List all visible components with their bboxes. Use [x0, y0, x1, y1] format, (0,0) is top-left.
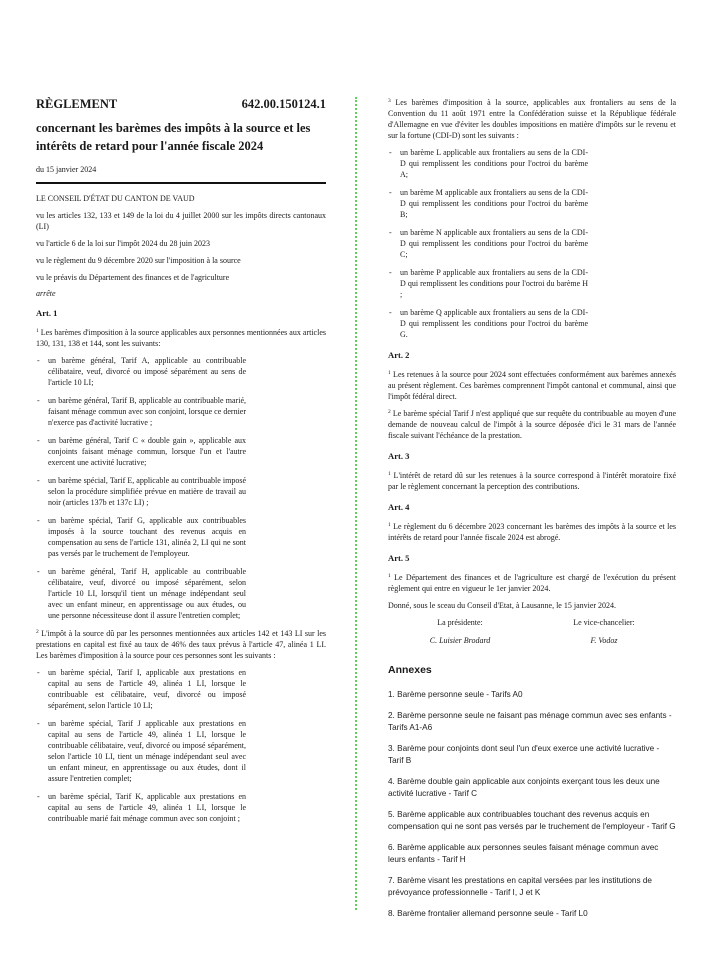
- paragraph-number: 1: [388, 370, 391, 376]
- list-item: - un barème général, Tarif B, applicable au contribuable marié, faisant ménage commun avec son conjoint, lorsque ce dernier n'exerce pas d'activité lucrative ;: [36, 395, 246, 428]
- signature-president: [390, 617, 530, 646]
- preamble-vu-4: vu le préavis du Département des finances et de l'agriculture: [36, 273, 230, 282]
- paragraph-number: 2: [36, 629, 39, 635]
- paragraph-number: 3: [388, 98, 391, 104]
- list-item: - un barème spécial, Tarif K, applicable aux prestations en capital au sens de l'article 49, alinéa 1 LI, lorsque le contribuable marié fait ménage commun avec son conjoint ;: [36, 791, 246, 824]
- paragraph-number: 1: [388, 471, 391, 477]
- chancellor-label: Le vice-chancelier:: [573, 618, 635, 627]
- article-4-paragraph-1: $^1$ Le règlement du 6 décembre 2023 concernant les barèmes des impôts à la source et les intérêts de retard pour l'année fiscale 2024 est abrogé.: [388, 522, 676, 542]
- list-item: - un barème P applicable aux frontaliers au sens de la CDI-D qui remplissent les conditions pour l'octroi du barème H ;: [388, 267, 588, 300]
- annex-link-8[interactable]: 8. Barème frontalier allemand personne seule - Tarif L0: [388, 909, 588, 918]
- annex-link-6[interactable]: 6. Barème applicable aux personnes seules faisant ménage commun avec leurs enfants - Tarif H: [388, 843, 659, 864]
- article-2-paragraph-2: $^2$ Le barème spécial Tarif J n'est appliqué que sur requête du contribuable au moyen d'une demande de nouveau calcul de l'impôt à la source déposée d'ici le 31 mars de l'année fiscale suivant l'échéance de la prestation.: [388, 409, 676, 440]
- article-1-list-1: [36, 355, 246, 621]
- closing-statement: Donné, sous le sceau du Conseil d'Etat, à Lausanne, le 15 janvier 2024.: [388, 601, 617, 610]
- article-1-list-3: [388, 147, 588, 340]
- list-item: - un barème M applicable aux frontaliers au sens de la CDI-D qui remplissent les conditions pour l'octroi du barème B;: [388, 187, 588, 220]
- list-item: - un barème général, Tarif H, applicable au contribuable célibataire, veuf, divorcé ou imposé séparément, selon l'article 10 LI, lorsqu'il tient un ménage indépendant seul avec un enfant mineur, en apprentissage ou aux études, ou une personne nécessiteuse dont il assure l'entretien complet;: [36, 566, 246, 621]
- paragraph-number: 1: [388, 522, 391, 528]
- list-item: - un barème général, Tarif A, applicable au contribuable célibataire, veuf, divorcé ou imposé séparément au sens de l'article 10 LI;: [36, 355, 246, 388]
- article-4-title: Art. 4: [388, 502, 410, 512]
- right-column: [388, 97, 676, 929]
- annex-link-5[interactable]: 5. Barème applicable aux contribuables touchant des revenus acquis en compensation qui ne sont pas versés par le truchement de l'employeur - Tarif G: [388, 810, 676, 831]
- annex-link-4[interactable]: 4. Barème double gain applicable aux conjoints exerçant tous les deux une activité lucrative - Tarif C: [388, 777, 660, 798]
- list-item: - un barème spécial, Tarif G, applicable aux contribuables imposés à la source touchant des revenus acquis en compensation au sens de l'article 131, alinéa 2, LI qui ne sont pas versés par le truchement de l'employeur.: [36, 515, 246, 559]
- document-date: du 15 janvier 2024: [36, 165, 97, 174]
- article-3-paragraph-1: $^1$ L'intérêt de retard dû sur les retenues à la source correspond à l'intérêt moratoire fixé par le règlement concernant la perception des contributions.: [388, 471, 676, 491]
- annex-link-1[interactable]: 1. Barème personne seule - Tarifs A0: [388, 690, 523, 699]
- preamble-vu-1: vu les articles 132, 133 et 149 de la loi du 4 juillet 2000 sur les impôts directs cantonaux (LI): [36, 211, 326, 231]
- document-number: 642.00.150124.1: [241, 97, 326, 111]
- article-1-paragraph-1: $^1$ Les barèmes d'imposition à la source applicables aux personnes mentionnées aux articles 130, 131, 138 et 144, sont les suivants:: [36, 328, 326, 348]
- list-item: - un barème N applicable aux frontaliers au sens de la CDI-D qui remplissent les conditions pour l'octroi du barème C;: [388, 227, 588, 260]
- list-item: - un barème général, Tarif C « double gain », applicable aux conjoints faisant ménage commun, lorsque l'un et l'autre exercent une activité lucrative;: [36, 435, 246, 468]
- annex-link-7[interactable]: 7. Barème visant les prestations en capital versées par les institutions de prévoyance professionnelle - Tarif I, J et K: [388, 876, 652, 897]
- president-label: La présidente:: [437, 618, 483, 627]
- article-1-title: Art. 1: [36, 308, 58, 318]
- article-1-list-2: [36, 667, 246, 824]
- list-item: - un barème L applicable aux frontaliers au sens de la CDI-D qui remplissent les conditions pour l'octroi du barème A;: [388, 147, 588, 180]
- document-header: [36, 97, 326, 112]
- list-item: - un barème Q applicable aux frontaliers au sens de la CDI-D qui remplissent les conditions pour l'octroi du barème G.: [388, 307, 588, 340]
- article-2-title: Art. 2: [388, 350, 410, 360]
- president-name: C. Luisier Brodard: [429, 636, 491, 645]
- preamble-vu-2: vu l'article 6 de la loi sur l'impôt 2024 du 28 juin 2023: [36, 239, 210, 248]
- article-5-paragraph-1: $^1$ Le Département des finances et de l'agriculture est chargé de l'exécution du présent règlement qui entre en vigueur le 1er janvier 2024.: [388, 573, 676, 593]
- authority: LE CONSEIL D'ÉTAT DU CANTON DE VAUD: [36, 194, 195, 203]
- signature-chancellor: [534, 617, 674, 646]
- paragraph-number: 1: [388, 573, 391, 579]
- document-title: concernant les barèmes des impôts à la source et les intérêts de retard pour l'année fiscale 2024: [36, 121, 311, 153]
- paragraph-number: 1: [36, 328, 39, 334]
- column-separator: [355, 97, 357, 910]
- preamble-vu-3: vu le règlement du 9 décembre 2020 sur l'imposition à la source: [36, 256, 241, 265]
- chancellor-name: F. Vodoz: [590, 636, 618, 645]
- article-1-paragraph-3: $^3$ Les barèmes d'imposition à la source, applicables aux frontaliers au sens de la Convention du 11 août 1971 entre la Confédération suisse et la République fédérale d'Allemagne en vue d'éviter les doubles impositions en matière d'impôts sur le revenu et sur la fortune (CDI-D) sont les suivants :: [388, 98, 676, 140]
- article-5-title: Art. 5: [388, 553, 410, 563]
- list-item: - un barème spécial, Tarif E, applicable au contribuable imposé selon la procédure simplifiée prévue en matière de travail au noir (articles 137b et 137c LI) ;: [36, 475, 246, 508]
- arrete: arrête: [36, 289, 56, 298]
- document-type: RÈGLEMENT: [36, 97, 118, 111]
- article-2-paragraph-1: $^1$ Les retenues à la source pour 2024 sont effectuées conformément aux barèmes annexés au présent règlement. Ces barèmes comprennent l'impôt cantonal et communal, ainsi que l'impôt fédéral direct.: [388, 370, 676, 401]
- article-1-paragraph-2: $^2$ L'impôt à la source dû par les personnes mentionnées aux articles 142 et 143 LI sur les prestations en capital est fixé au taux de 46% des taux prévus à l'article 47, alinéa 1 LI. Les barèmes d'imposition à la source pour ces personnes sont les suivants :: [36, 629, 326, 660]
- header-rule: [36, 182, 326, 184]
- annexes-title: Annexes: [388, 664, 432, 676]
- list-item: - un barème spécial, Tarif J applicable aux prestations en capital au sens de l'article 49, alinéa 1 LI, lorsque le contribuable célibataire, veuf, divorcé ou imposé séparément, selon l'article 10 LI, tient un ménage indépendant seul avec un enfant mineur, en apprentissage ou aux études, dont il assure l'entretien complet;: [36, 718, 246, 784]
- article-3-title: Art. 3: [388, 451, 410, 461]
- annex-link-2[interactable]: 2. Barème personne seule ne faisant pas ménage commun avec ses enfants - Tarifs A1-A6: [388, 711, 672, 732]
- left-column: [36, 97, 326, 831]
- paragraph-number: 2: [388, 409, 391, 415]
- signatures: [388, 617, 676, 646]
- list-item: - un barème spécial, Tarif I, applicable aux prestations en capital au sens de l'article 49, alinéa 1 LI, lorsque le contribuable est célibataire, veuf, divorcé ou imposé séparément, selon l'article 10 LI;: [36, 667, 246, 711]
- annex-link-3[interactable]: 3. Barème pour conjoints dont seul l'un d'eux exerce une activité lucrative - Tarif B: [388, 744, 660, 765]
